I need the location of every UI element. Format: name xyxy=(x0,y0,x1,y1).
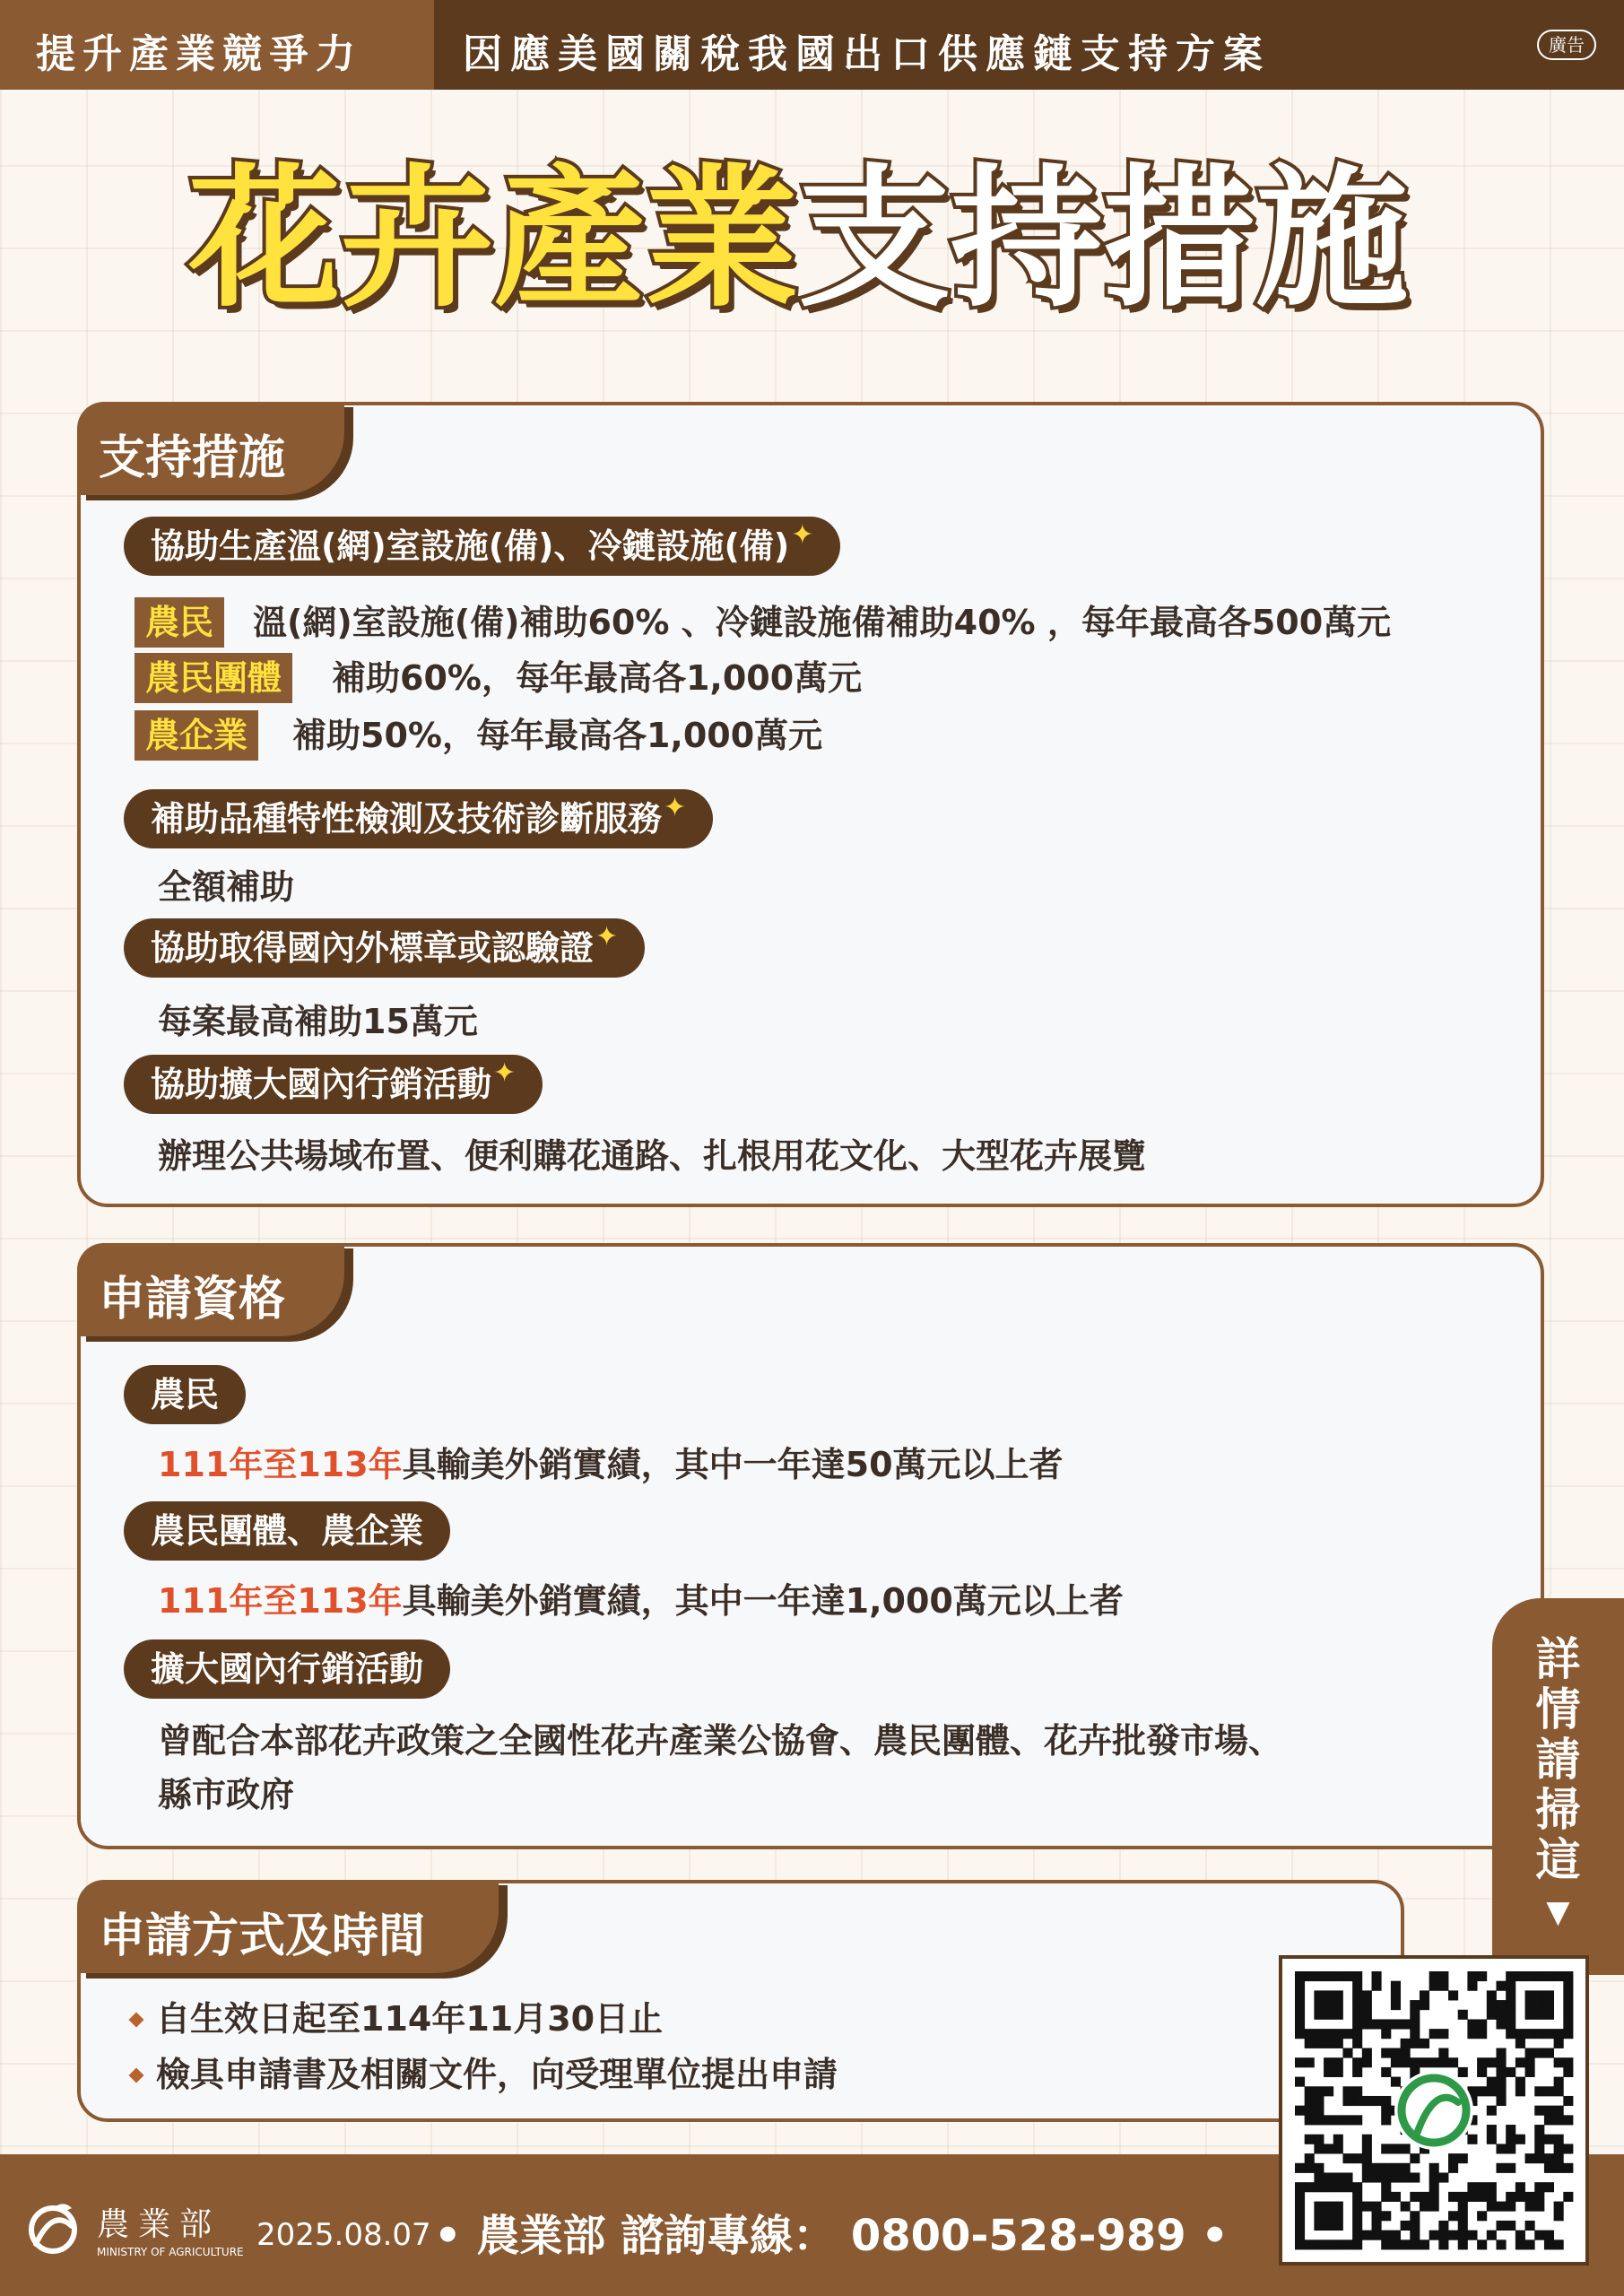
application-tab: 申請方式及時間 xyxy=(77,1880,499,1973)
eligibility-text-2 xyxy=(158,1573,1124,1622)
support-row-farmer: 溫(網)室設施(備)補助60% 、冷鏈設施備補助40% ，每年最高各500萬元 xyxy=(253,603,1392,642)
tag-farmer-group: 農民團體 xyxy=(135,653,292,703)
moa-name-cn: 農業部 xyxy=(97,2206,221,2243)
tag-farmer: 農民 xyxy=(135,597,224,648)
support-text-2: 全額補助 xyxy=(158,867,295,907)
qr-code[interactable] xyxy=(1279,1955,1589,2266)
eligibility-text-3-line1: 曾配合本部花卉政策之全國性花卉產業公協會、農民團體、花卉批發市場、 xyxy=(158,1721,1283,1761)
eligibility-desc-2: 具輸美外銷實績，其中一年達1,000萬元以上者 xyxy=(402,1581,1124,1621)
eligibility-years-1: 111年至113年 xyxy=(158,1445,403,1484)
title-part2: 支持措施 xyxy=(798,151,1409,328)
eligibility-heading-3: 擴大國內行銷活動 xyxy=(124,1639,450,1699)
diamond-bullet-icon xyxy=(129,2013,144,2028)
scan-here-tab xyxy=(1492,1598,1624,1975)
support-heading-3-text: 協助取得國內外標章或認驗證 xyxy=(151,928,595,968)
application-item-2-text: 檢具申請書及相關文件，向受理單位提出申請 xyxy=(156,2055,838,2094)
eligibility-heading-1: 農民 xyxy=(124,1365,246,1424)
diamond-bullet-icon xyxy=(129,2068,144,2083)
top-banner xyxy=(0,0,1624,90)
top-banner-left xyxy=(0,0,434,90)
qr-code-icon xyxy=(1282,1959,1585,2262)
eligibility-text-1 xyxy=(158,1437,1064,1486)
sparkle-icon: ✦ xyxy=(493,1057,517,1089)
support-text-3: 每案最高補助15萬元 xyxy=(158,1002,478,1041)
eligibility-desc-1: 具輸美外銷實績，其中一年達50萬元以上者 xyxy=(402,1445,1064,1484)
scan-here-text xyxy=(1492,1634,1624,1885)
page-title xyxy=(188,151,1409,328)
support-row-agri-enterprise: 補助50%，每年最高各1,000萬元 xyxy=(292,716,823,755)
ad-badge: 廣告 xyxy=(1537,30,1596,60)
sparkle-icon: ✦ xyxy=(791,519,814,551)
down-triangle-icon: ▼ xyxy=(1546,1894,1570,1930)
footer-hotline: • 農業部 諮詢專線： 0800-528-989 • xyxy=(434,2211,1229,2261)
footer-date: 2025.08.07 xyxy=(256,2217,431,2253)
sparkle-icon: ✦ xyxy=(664,792,687,823)
support-heading-1-text: 協助生產溫(網)室設施(備)、冷鏈設施(備) xyxy=(151,526,790,566)
support-heading-4-text: 協助擴大國內行銷活動 xyxy=(151,1065,492,1104)
support-heading-3 xyxy=(124,918,645,978)
eligibility-tab: 申請資格 xyxy=(77,1243,344,1336)
support-text-4: 辦理公共場域布置、便利購花通路、扎根用花文化、大型花卉展覽 xyxy=(158,1136,1147,1176)
title-part1: 花卉產業 xyxy=(188,151,799,328)
support-heading-1 xyxy=(124,517,840,576)
support-tab: 支持措施 xyxy=(77,402,344,495)
moa-logo-icon xyxy=(20,2199,86,2257)
application-item-1 xyxy=(131,1991,663,2040)
support-heading-4 xyxy=(124,1055,543,1114)
banner-left-text: 提升產業競爭力 xyxy=(36,31,362,77)
tag-agri-enterprise: 農企業 xyxy=(135,710,258,761)
sparkle-icon: ✦ xyxy=(595,921,619,952)
eligibility-years-2: 111年至113年 xyxy=(158,1581,403,1621)
support-heading-2 xyxy=(124,789,713,848)
support-row-farmer-group: 補助60%，每年最高各1,000萬元 xyxy=(332,658,863,698)
eligibility-text-3-line2: 縣市政府 xyxy=(158,1775,295,1814)
banner-right-text: 因應美國關稅我國出口供應鏈支持方案 xyxy=(463,31,1271,77)
eligibility-heading-2: 農民團體、農企業 xyxy=(124,1501,450,1561)
application-item-2 xyxy=(131,2047,838,2096)
moa-name-en: MINISTRY OF AGRICULTURE xyxy=(97,2246,244,2258)
application-item-1-text: 自生效日起至114年11月30日止 xyxy=(156,1999,664,2039)
support-heading-2-text: 補助品種特性檢測及技術診斷服務 xyxy=(151,799,663,839)
scan-here-label: 詳情請掃這 xyxy=(1535,1633,1581,1886)
